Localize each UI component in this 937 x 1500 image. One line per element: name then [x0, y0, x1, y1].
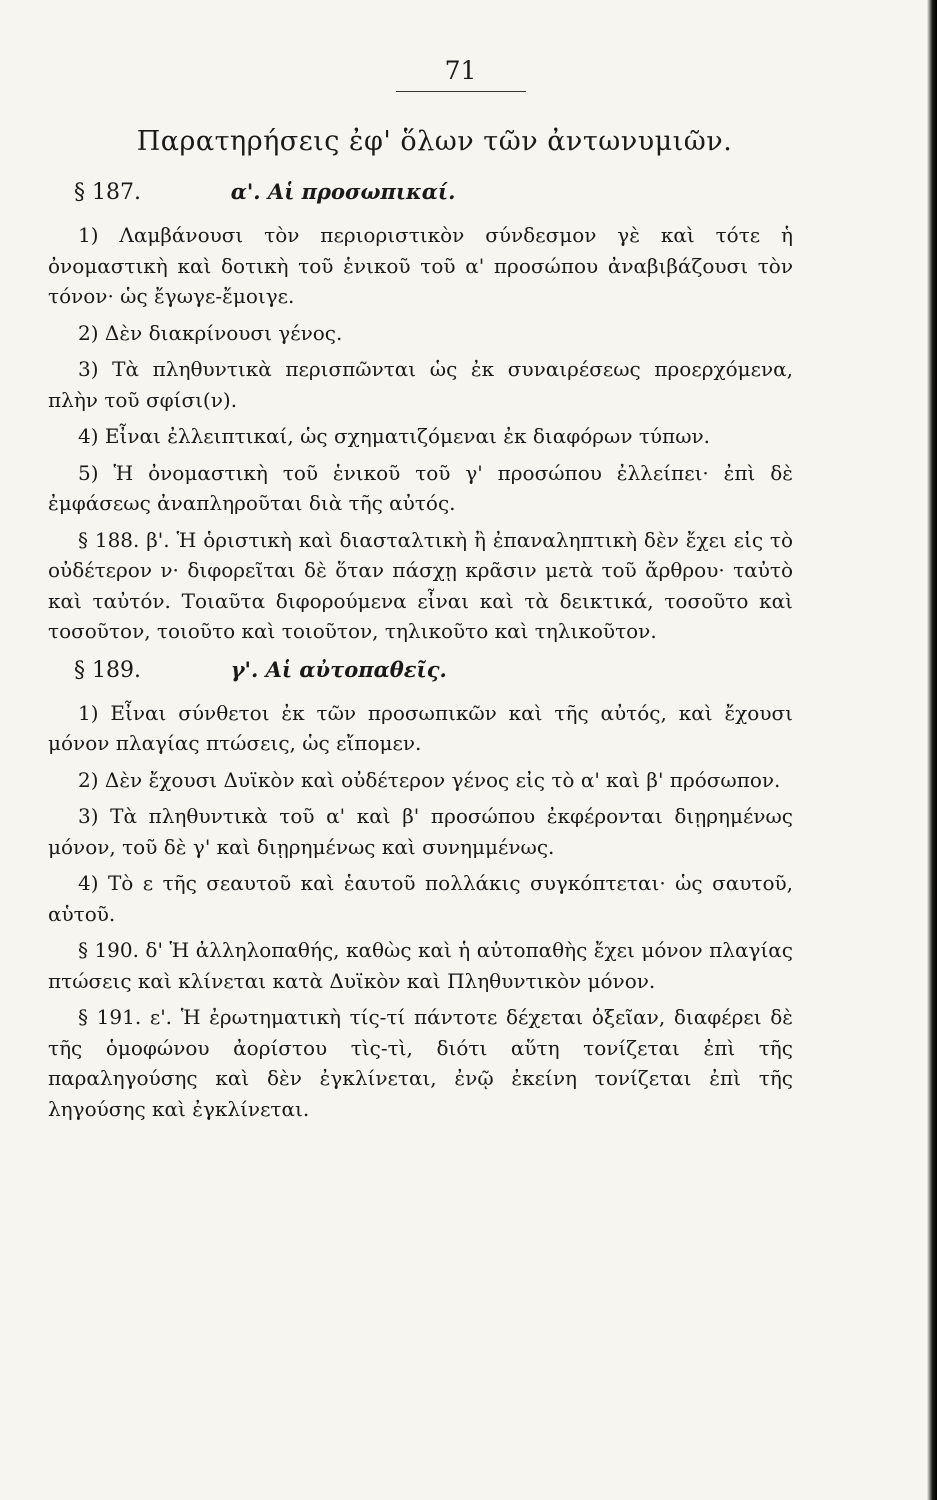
section-189-item-2: 2) Δὲν ἔχουσι Δυϊκὸν καὶ οὐδέτερον γένος εἰς τὸ α' καὶ β' πρόσωπον.: [78, 767, 781, 792]
section-187-title: α'. Αἱ προσωπικαί.: [230, 179, 456, 204]
section-189-item-1: 1) Εἶναι σύνθετοι ἐκ τῶν προσωπικῶν καὶ τῆς αὐτός, καὶ ἔχουσι μόνον πλαγίας πτώσεις, ὡς εἴπομεν.: [48, 700, 793, 755]
section-187-item-1: 1) Λαμβάνουσι τὸν περιοριστικὸν σύνδεσμον γὲ καὶ τότε ἡ ὀνομαστικὴ καὶ δοτικὴ τοῦ ἑνικοῦ τοῦ α' προσώπου ἀναβιβάζουσι τὸν τόνον· ὡς ἔγωγε-ἔμοιγε.: [48, 223, 793, 308]
section-190-paragraph: § 190. δ' Ἡ ἀλληλοπαθής, καθὼς καὶ ἡ αὐτοπαθὴς ἔχει μόνον πλαγίας πτώσεις καὶ κλίνεται κατὰ Δυϊκὸν καὶ Πληθυντικὸν μόνον.: [48, 938, 793, 993]
chapter-heading: Παρατηρήσεις ἐφ' ὅλων τῶν ἀντωνυμιῶν.: [136, 126, 733, 157]
section-189-header: [48, 653, 793, 688]
section-187-item-5: 5) Ἡ ὀνομαστικὴ τοῦ ἑνικοῦ τοῦ γ' προσώπου ἐλλείπει· ἐπὶ δὲ ἐμφάσεως ἀναπληροῦται διὰ τῆς αὐτός.: [48, 460, 793, 515]
section-189-number: § 189.: [74, 657, 141, 683]
section-189-item-3: 3) Τὰ πληθυντικὰ τοῦ α' καὶ β' προσώπου ἐκφέρονται διῃρημένως μόνον, τοῦ δὲ γ' καὶ διῃρημένως καὶ συνημμένως.: [48, 804, 793, 859]
page-number: 71: [444, 56, 477, 85]
section-187-item-4: 4) Εἶναι ἐλλειπτικαί, ὡς σχηματιζόμεναι ἐκ διαφόρων τύπων.: [78, 424, 711, 448]
page-edge-shadow: [927, 0, 937, 1500]
section-187-number: § 187.: [74, 180, 141, 205]
section-189-title: γ'. Αἱ αὐτοπαθεῖς.: [230, 656, 447, 682]
section-189-item-4: 4) Τὸ ε τῆς σεαυτοῦ καὶ ἑαυτοῦ πολλάκις συγκόπτεται· ὡς σαυτοῦ, αὑτοῦ.: [48, 871, 793, 926]
page-number-rule: [396, 91, 526, 92]
section-191-paragraph: § 191. ε'. Ἡ ἐρωτηματικὴ τίς-τί πάντοτε δέχεται ὀξεῖαν, διαφέρει δὲ τῆς ὁμοφώνου ἀορίστου τὶς-τὶ, διότι αὕτη τονίζεται ἐπὶ τῆς παραληγούσης καὶ δὲν ἐγκλίνεται, ἐνῷ ἐκείνη τονίζεται ἐπὶ τῆς ληγούσης καὶ ἐγκλίνεται.: [48, 1005, 793, 1121]
section-187-item-3: 3) Τὰ πληθυντικὰ περισπῶνται ὡς ἐκ συναιρέσεως προερχόμενα, πλὴν τοῦ σφίσι(ν).: [48, 357, 793, 412]
section-187-item-2: 2) Δὲν διακρίνουσι γένος.: [78, 320, 343, 345]
section-187-header: [48, 175, 793, 210]
book-page: [48, 56, 793, 1130]
section-188-paragraph: § 188. β'. Ἡ ὁριστικὴ καὶ διασταλτικὴ ἢ ἐπαναληπτικὴ δὲν ἔχει εἰς τὸ οὐδέτερον ν· διφορεῖται δὲ ὅταν πάσχῃ κρᾶσιν μετὰ τοῦ ἄρθρου· ταὐτὸ καὶ ταὐτόν. Τοιαῦτα διφορούμενα εἶναι καὶ τὰ δεικτικά, τοσοῦτο καὶ τοσοῦτον, τοιοῦτο καὶ τοιοῦτον, τηλικοῦτο καὶ τηλικοῦτον.: [48, 527, 793, 643]
